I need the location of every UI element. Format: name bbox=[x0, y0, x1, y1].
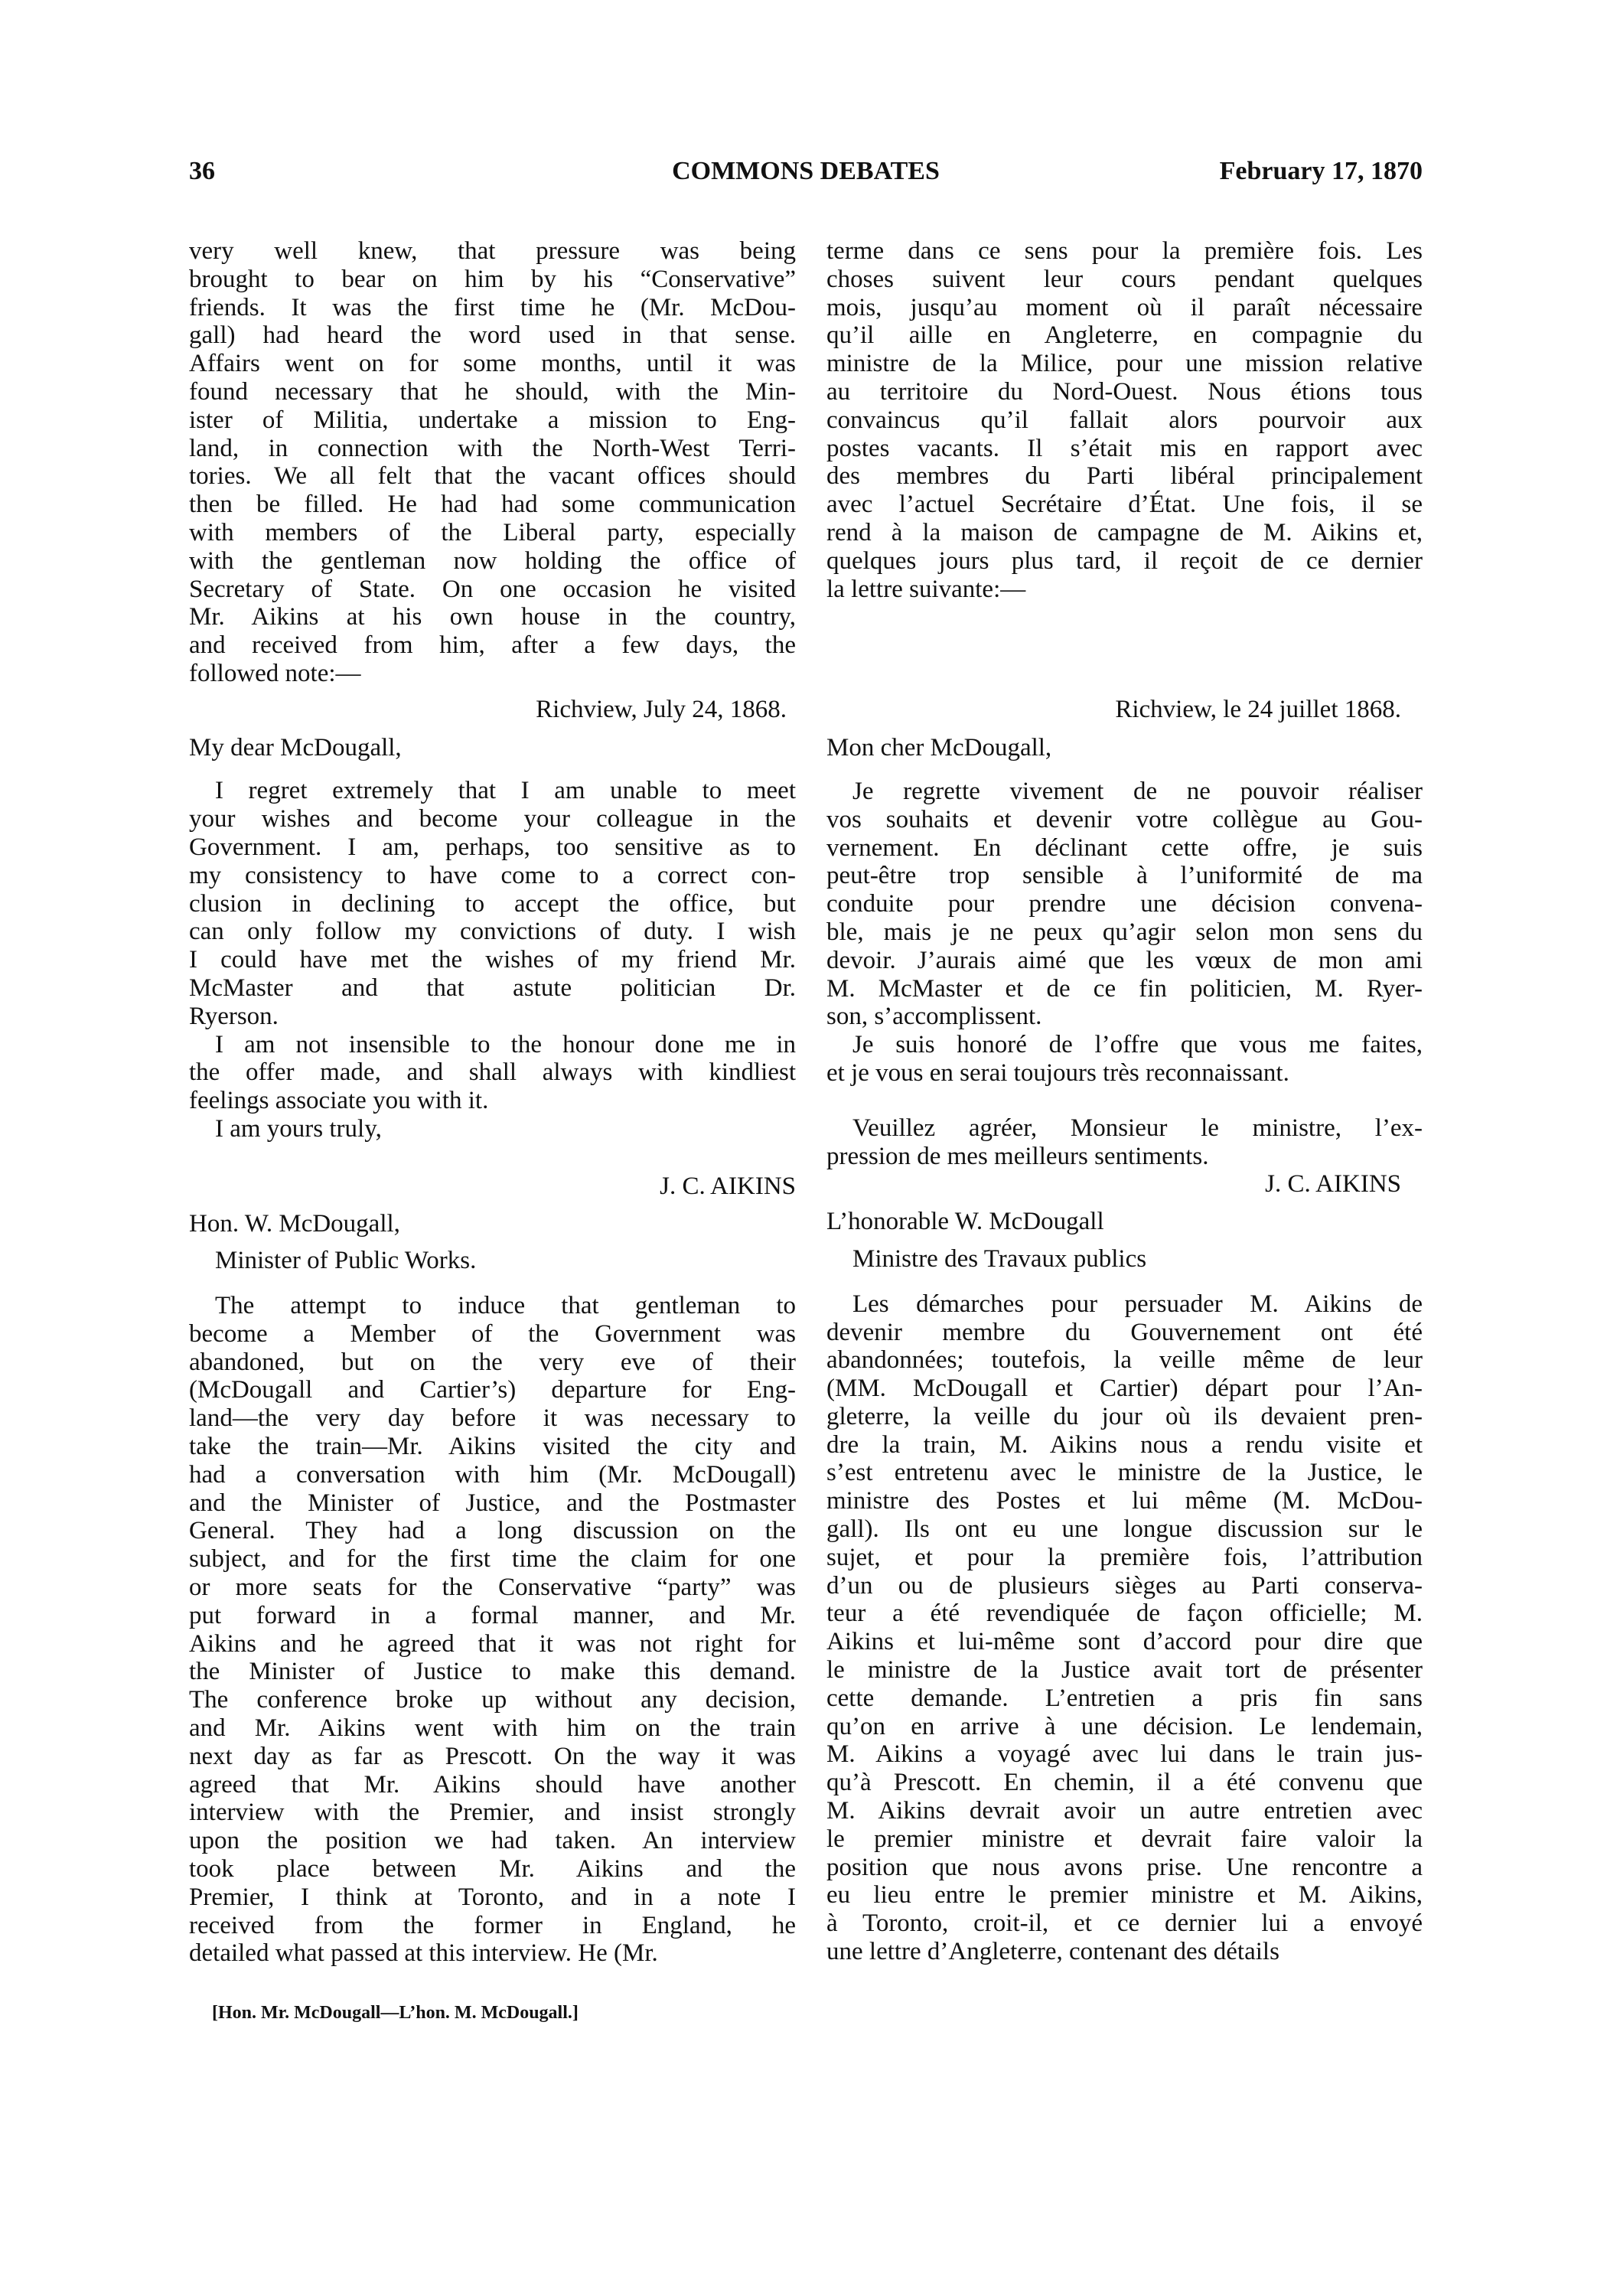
text-line: and Mr. Aikins went with him on the train bbox=[189, 1714, 796, 1743]
text-line: terme dans ce sens pour la première fois. Les bbox=[826, 237, 1423, 265]
text-line: teur a été revendiquée de façon officielle; M. bbox=[826, 1600, 1423, 1628]
text-line: abandonnées; toutefois, la veille même de leur bbox=[826, 1346, 1423, 1375]
text-line: the Minister of Justice to make this demand. bbox=[189, 1658, 796, 1686]
text-line: feelings associate you with it. bbox=[189, 1087, 489, 1115]
text-line: Aikins et lui-même sont d’accord pour dire que bbox=[826, 1628, 1423, 1656]
text-line: Premier, I think at Toronto, and in a note I bbox=[189, 1883, 796, 1911]
text-line: Mr. Aikins at his own house in the country, bbox=[189, 603, 796, 631]
letter-closing: I am yours truly, bbox=[215, 1114, 382, 1143]
text-line: M. Aikins devrait avoir un autre entretien avec bbox=[826, 1797, 1423, 1825]
text-line: land—the very day before it was necessary to bbox=[189, 1404, 796, 1433]
text-line: une lettre d’Angleterre, contenant des détails bbox=[826, 1938, 1279, 1966]
text-line: subject, and for the first time the claim for one bbox=[189, 1545, 796, 1574]
text-line: ister of Militia, undertake a mission to Eng- bbox=[189, 406, 796, 434]
letter-signature: J. C. AIKINS bbox=[660, 1172, 796, 1200]
text-line: Ryerson. bbox=[189, 1002, 279, 1030]
letter-paragraph bbox=[826, 778, 1423, 1031]
text-line: friends. It was the first time he (Mr. McDou- bbox=[189, 293, 796, 321]
text-line: le ministre de la Justice avait tort de présenter bbox=[826, 1656, 1423, 1684]
text-line: position que nous avons prise. Une rencontre a bbox=[826, 1853, 1423, 1881]
text-line: cette demande. L’entretien a pris fin sans bbox=[826, 1684, 1423, 1712]
text-line: followed note:— bbox=[189, 659, 361, 687]
letter-addressee: Hon. W. McDougall, bbox=[189, 1209, 400, 1238]
text-line: ble, mais je ne peux qu’agir selon mon sens du bbox=[826, 918, 1423, 946]
text-line: (MM. McDougall et Cartier) départ pour l’An- bbox=[826, 1375, 1423, 1403]
text-line: à Toronto, croit-il, et ce dernier lui a envoyé bbox=[826, 1910, 1423, 1938]
text-line: brought to bear on him by his “Conservative” bbox=[189, 265, 796, 293]
text-line: I could have met the wishes of my friend Mr. bbox=[189, 946, 796, 974]
text-line: with members of the Liberal party, especially bbox=[189, 518, 796, 546]
text-line: found necessary that he should, with the Min- bbox=[189, 377, 796, 406]
letter-addressee-title: Ministre des Travaux publics bbox=[852, 1244, 1147, 1273]
french-intro-paragraph bbox=[826, 237, 1423, 603]
text-line: your wishes and become your colleague in the bbox=[189, 805, 796, 833]
text-line: Aikins and he agreed that it was not right for bbox=[189, 1629, 796, 1658]
letter-salutation: Mon cher McDougall, bbox=[826, 734, 1052, 762]
text-line: le premier ministre et devrait faire valoir la bbox=[826, 1825, 1423, 1853]
text-line: Government. I am, perhaps, too sensitive as to bbox=[189, 833, 796, 861]
text-line: qu’il aille en Angleterre, en compagnie du bbox=[826, 321, 1423, 350]
text-line: Affairs went on for some months, until it was bbox=[189, 350, 796, 378]
text-line: land, in connection with the North-West Terri- bbox=[189, 434, 796, 462]
publication-title: COMMONS DEBATES bbox=[672, 157, 940, 185]
text-line: take the train—Mr. Aikins visited the city and bbox=[189, 1433, 796, 1461]
text-line: gall) had heard the word used in that sense. bbox=[189, 321, 796, 350]
text-line: become a Member of the Government was bbox=[189, 1319, 796, 1348]
page-footer: [Hon. Mr. McDougall—L’hon. M. McDougall.] bbox=[212, 2003, 579, 2023]
text-line: put forward in a formal manner, and Mr. bbox=[189, 1601, 796, 1629]
page-date: February 17, 1870 bbox=[1219, 157, 1423, 185]
text-line: The conference broke up without any decision, bbox=[189, 1686, 796, 1714]
text-line: ministre de la Milice, pour une mission relative bbox=[826, 350, 1423, 378]
text-line: I regret extremely that I am unable to meet bbox=[215, 777, 796, 805]
text-line: qu’on en arrive à une décision. Le lendemain, bbox=[826, 1712, 1423, 1740]
text-line: gleterre, la veille du jour où ils devaient pren- bbox=[826, 1402, 1423, 1430]
text-line: received from the former in England, he bbox=[189, 1911, 796, 1939]
english-body-paragraph bbox=[189, 1292, 796, 1968]
text-line: pression de mes meilleurs sentiments. bbox=[826, 1142, 1209, 1170]
letter-dateline: Richview, le 24 juillet 1868. bbox=[1115, 696, 1401, 724]
page-number: 36 bbox=[189, 157, 215, 185]
text-line: d’un ou de plusieurs sièges au Parti conserva- bbox=[826, 1571, 1423, 1600]
french-body-paragraph bbox=[826, 1290, 1423, 1966]
text-line: son, s’accomplissent. bbox=[826, 1003, 1042, 1031]
text-line: Veuillez agréer, Monsieur le ministre, l’ex- bbox=[852, 1114, 1423, 1142]
text-line: vos souhaits et devenir votre collègue au Gou- bbox=[826, 805, 1423, 833]
text-line: General. They had a long discussion on the bbox=[189, 1517, 796, 1545]
letter-paragraph bbox=[189, 777, 796, 1030]
text-line: choses suivent leur cours pendant quelques bbox=[826, 265, 1423, 293]
text-line: sujet, et pour la première fois, l’attribution bbox=[826, 1543, 1423, 1571]
text-line: s’est entretenu avec le ministre de la Justice, le bbox=[826, 1459, 1423, 1487]
text-line: Je suis honoré de l’offre que vous me faites, bbox=[852, 1031, 1423, 1059]
text-line: had a conversation with him (Mr. McDougall) bbox=[189, 1460, 796, 1489]
text-line: next day as far as Prescott. On the way it was bbox=[189, 1742, 796, 1770]
text-line: with the gentleman now holding the office of bbox=[189, 546, 796, 575]
text-line: devoir. J’aurais aimé que les vœux de mon ami bbox=[826, 946, 1423, 974]
text-line: took place between Mr. Aikins and the bbox=[189, 1855, 796, 1883]
text-line: et je vous en serai toujours très reconnaissant. bbox=[826, 1058, 1289, 1087]
text-line: eu lieu entre le premier ministre et M. Aikins, bbox=[826, 1881, 1423, 1910]
text-line: convaincus qu’il fallait alors pourvoir aux bbox=[826, 406, 1423, 434]
text-line: quelques jours plus tard, il reçoit de ce dernier bbox=[826, 546, 1423, 575]
letter-addressee: L’honorable W. McDougall bbox=[826, 1208, 1104, 1236]
letter-addressee-title: Minister of Public Works. bbox=[215, 1247, 477, 1275]
text-line: des membres du Parti libéral principalement bbox=[826, 462, 1423, 491]
letter-closing bbox=[826, 1114, 1423, 1171]
text-line: can only follow my convictions of duty. I wish bbox=[189, 918, 796, 946]
text-line: la lettre suivante:— bbox=[826, 575, 1026, 603]
text-line: my consistency to have come to a correct con- bbox=[189, 861, 796, 889]
text-line: then be filled. He had had some communication bbox=[189, 491, 796, 519]
text-line: The attempt to induce that gentleman to bbox=[215, 1292, 796, 1320]
text-line: rend à la maison de campagne de M. Aikins et, bbox=[826, 518, 1423, 546]
text-line: agreed that Mr. Aikins should have another bbox=[189, 1770, 796, 1799]
text-line: mois, jusqu’au moment où il paraît nécessaire bbox=[826, 293, 1423, 321]
text-line: dre la train, M. Aikins nous a rendu visite et bbox=[826, 1430, 1423, 1459]
text-line: postes vacants. Il s’était mis en rapport avec bbox=[826, 434, 1423, 462]
text-line: peut-être trop sensible à l’uniformité de ma bbox=[826, 862, 1423, 890]
french-column bbox=[826, 237, 1423, 1966]
english-intro-paragraph bbox=[189, 237, 796, 688]
text-line: M. McMaster et de ce fin politicien, M. Ryer- bbox=[826, 974, 1423, 1003]
letter-paragraph bbox=[189, 1031, 796, 1115]
letter-salutation: My dear McDougall, bbox=[189, 733, 402, 762]
text-line: McMaster and that astute politician Dr. bbox=[189, 974, 796, 1002]
text-line: tories. We all felt that the vacant offices should bbox=[189, 462, 796, 491]
text-line: or more seats for the Conservative “party” was bbox=[189, 1574, 796, 1602]
text-line: M. Aikins a voyagé avec lui dans le train jus- bbox=[826, 1740, 1423, 1769]
text-line: Je regrette vivement de ne pouvoir réaliser bbox=[852, 777, 1423, 805]
text-line: abandoned, but on the very eve of their bbox=[189, 1348, 796, 1376]
text-line: devenir membre du Gouvernement ont été bbox=[826, 1318, 1423, 1346]
text-line: I am not insensible to the honour done me in bbox=[215, 1030, 796, 1058]
text-line: ministre des Postes et lui même (M. McDou- bbox=[826, 1487, 1423, 1515]
letter-dateline: Richview, July 24, 1868. bbox=[536, 695, 787, 723]
text-line: and the Minister of Justice, and the Postmaster bbox=[189, 1489, 796, 1517]
text-line: avec l’actuel Secrétaire d’État. Une fois, il se bbox=[826, 491, 1423, 519]
text-line: qu’à Prescott. En chemin, il a été convenu que bbox=[826, 1769, 1423, 1797]
text-line: very well knew, that pressure was being bbox=[189, 237, 796, 265]
text-line: and received from him, after a few days, the bbox=[189, 631, 796, 660]
text-line: Les démarches pour persuader M. Aikins de bbox=[852, 1290, 1423, 1318]
text-line: upon the position we had taken. An interview bbox=[189, 1827, 796, 1855]
text-line: detailed what passed at this interview. He (Mr. bbox=[189, 1939, 658, 1968]
text-line: conduite pour prendre une décision convena- bbox=[826, 890, 1423, 918]
english-column bbox=[189, 237, 796, 1968]
text-line: interview with the Premier, and insist strongly bbox=[189, 1799, 796, 1827]
letter-paragraph bbox=[826, 1031, 1423, 1088]
letter-signature: J. C. AIKINS bbox=[1265, 1170, 1401, 1199]
text-line: vernement. En déclinant cette offre, je suis bbox=[826, 833, 1423, 862]
text-line: clusion in declining to accept the office, but bbox=[189, 889, 796, 918]
text-line: (McDougall and Cartier’s) departure for Eng- bbox=[189, 1376, 796, 1404]
text-line: au territoire du Nord-Ouest. Nous étions tous bbox=[826, 377, 1423, 406]
page-header bbox=[189, 157, 1423, 195]
text-line: gall). Ils ont eu une longue discussion sur le bbox=[826, 1515, 1423, 1544]
text-line: the offer made, and shall always with kindliest bbox=[189, 1058, 796, 1087]
text-line: Secretary of State. On one occasion he visited bbox=[189, 575, 796, 603]
